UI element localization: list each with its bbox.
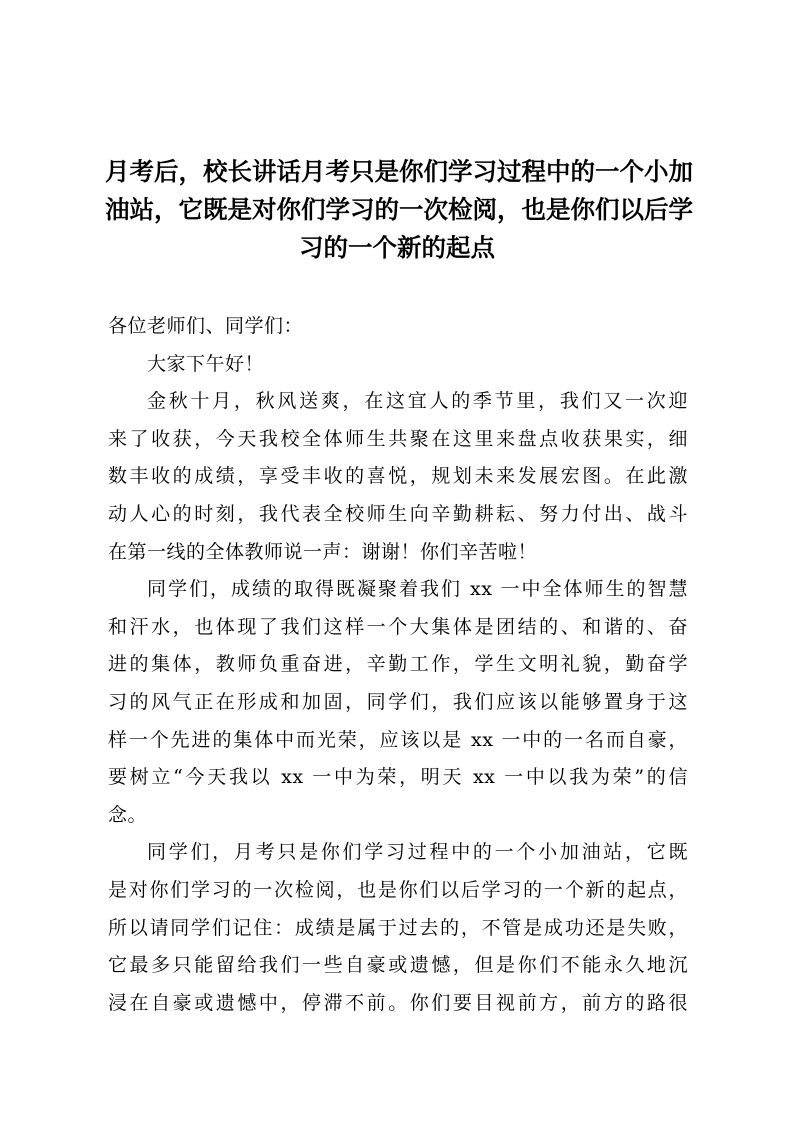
body-line: 动人心的时刻，我代表全校师生向辛勤耕耘、努力付出、战斗 bbox=[108, 502, 688, 525]
body-line: 在第一线的全体教师说一声：谢谢！你们辛苦啦！ bbox=[108, 540, 538, 563]
title-line: 油站，它既是对你们学习的一次检阅，也是你们以后学 bbox=[105, 195, 693, 224]
body-line: 同学们，月考只是你们学习过程中的一个小加油站，它既 bbox=[147, 841, 688, 864]
body-line: 它最多只能留给我们一些自豪或遗憾，但是你们不能永久地沉 bbox=[108, 954, 688, 977]
body-line: 进的集体，教师负重奋进，辛勤工作，学生文明礼貌，勤奋学 bbox=[108, 653, 688, 676]
body-line: 同学们，成绩的取得既凝聚着我们 xx 一中全体师生的智慧 bbox=[147, 578, 688, 601]
title-line: 月考后，校长讲话月考只是你们学习过程中的一个小加 bbox=[105, 157, 693, 186]
document-body bbox=[108, 308, 688, 1022]
body-line: 金秋十月，秋风送爽，在这宜人的季节里，我们又一次迎 bbox=[147, 390, 688, 413]
body-line: 浸在自豪或遗憾中，停滞不前。你们要目视前方，前方的路很 bbox=[108, 991, 688, 1014]
body-line: 各位老师们、同学们： bbox=[108, 315, 304, 337]
title-line: 习的一个新的起点 bbox=[299, 233, 495, 262]
body-line: 是对你们学习的一次检阅，也是你们以后学习的一个新的起点， bbox=[108, 878, 688, 901]
body-line: 来了收获，今天我校全体师生共聚在这里来盘点收获果实，细 bbox=[108, 427, 688, 450]
body-line: 要树立“今天我以 xx 一中为荣，明天 xx 一中以我为荣”的信 bbox=[108, 766, 688, 789]
body-line: 大家下午好！ bbox=[147, 352, 265, 375]
document-title bbox=[105, 153, 693, 267]
body-line: 样一个先进的集体中而光荣，应该以是 xx 一中的一名而自豪， bbox=[108, 728, 688, 751]
body-line: 数丰收的成绩，享受丰收的喜悦，规划未来发展宏图。在此激 bbox=[108, 465, 688, 488]
body-line: 所以请同学们记住：成绩是属于过去的，不管是成功还是失败， bbox=[108, 916, 688, 939]
body-line: 习的风气正在形成和加固，同学们，我们应该以能够置身于这 bbox=[108, 690, 688, 713]
body-line: 念。 bbox=[108, 803, 148, 826]
body-line: 和汗水，也体现了我们这样一个大集体是团结的、和谐的、奋 bbox=[108, 615, 688, 638]
